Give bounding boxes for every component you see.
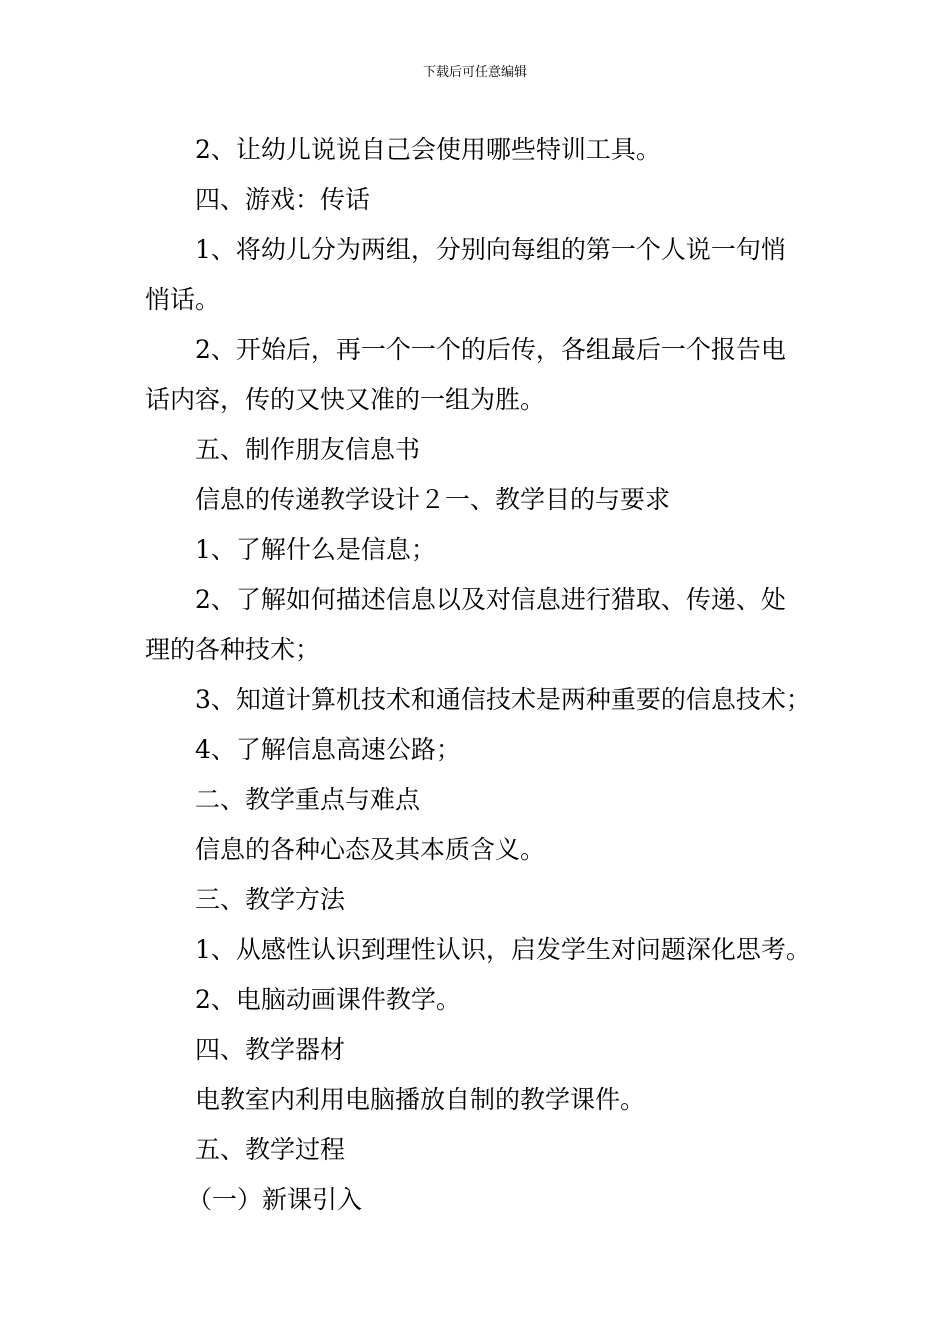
section-heading: 五、制作朋友信息书 [195,435,421,464]
paragraph: 2、让幼儿说说自己会使用哪些特训工具。 [195,135,661,164]
paragraph: 电教室内利用电脑播放自制的教学课件。 [195,1085,646,1114]
paragraph-continuation: 话内容，传的又快又准的一组为胜。 [145,385,546,414]
section-heading: 五、教学过程 [195,1135,346,1164]
document-body [145,125,810,1225]
paragraph: 信息的传递教学设计２一、教学目的与要求 [195,485,671,514]
section-heading: 二、教学重点与难点 [195,785,421,814]
paragraph: 4、了解信息高速公路； [195,735,461,764]
paragraph: 1、从感性认识到理性认识，启发学生对问题深化思考。 [195,935,811,964]
paragraph: 1、将幼儿分为两组，分别向每组的第一个人说一句悄 [195,235,786,264]
section-heading: 三、教学方法 [195,885,346,914]
paragraph-continuation: 悄话。 [145,285,221,314]
paragraph: 信息的各种心态及其本质含义。 [195,835,546,864]
paragraph: 2、了解如何描述信息以及对信息进行猎取、传递、处 [195,585,786,614]
paragraph-continuation: 理的各种技术； [145,635,321,664]
paragraph: 2、开始后，再一个一个的后传，各组最后一个报告电 [195,335,786,364]
subsection-heading: （一）新课引入 [187,1185,363,1214]
section-heading: 四、游戏：传话 [195,185,371,214]
page-header: 下载后可任意编辑 [422,65,527,80]
section-heading: 四、教学器材 [195,1035,346,1064]
paragraph: 3、知道计算机技术和通信技术是两种重要的信息技术； [195,685,811,714]
paragraph: 1、了解什么是信息； [195,535,436,564]
paragraph: 2、电脑动画课件教学。 [195,985,461,1014]
